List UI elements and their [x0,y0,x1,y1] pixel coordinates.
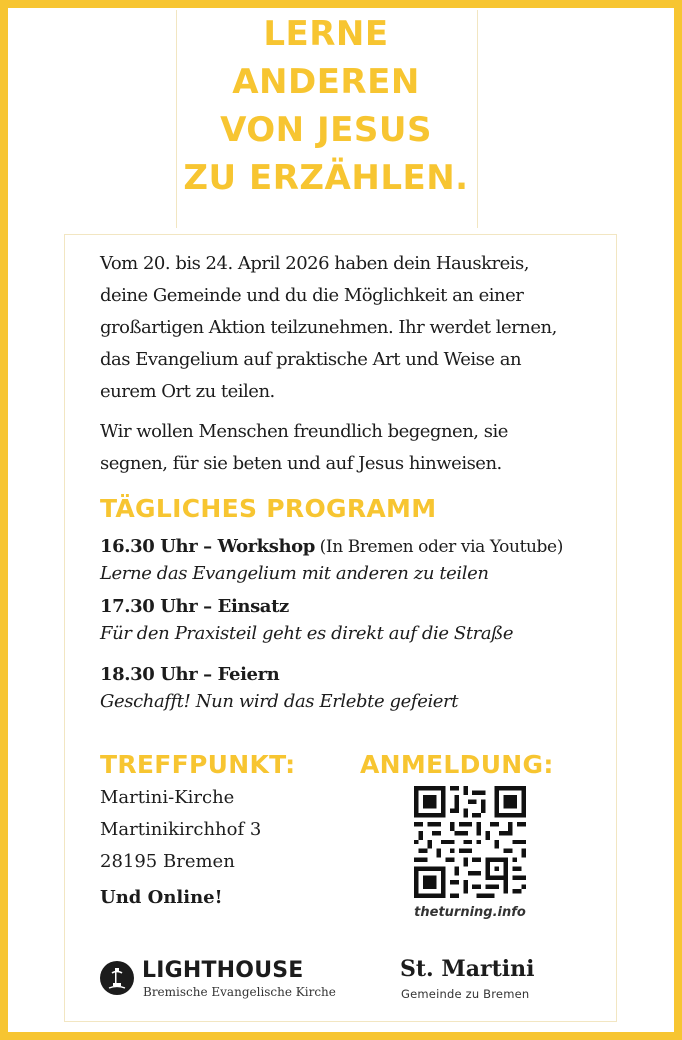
headline-line: ZU ERZÄHLEN. [183,158,469,198]
program-item [100,664,610,712]
headline [176,10,476,202]
online-note: Und Online! [100,887,223,908]
intro-line: segnen, für sie beten und auf Jesus hinweisen. [100,453,502,474]
headline-line: LERNE [263,14,389,54]
meeting-address [100,782,261,914]
intro-line: das Evangelium auf praktische Art und Weise an [100,349,522,370]
program-time: 18.30 Uhr – Feiern [100,664,280,685]
lighthouse-subtitle: Bremische Evangelische Kirche [143,985,336,999]
program-time: 16.30 Uhr – Workshop [100,536,315,557]
lighthouse-name: LIGHTHOUSE [142,958,304,983]
program-item [100,596,610,644]
qr-code-icon[interactable] [414,786,526,898]
intro-paragraph-1 [100,248,600,408]
program-title: TÄGLICHES PROGRAMM [100,494,437,523]
panel-divider [64,1021,617,1022]
registration-url[interactable]: theturning.info [414,905,526,920]
headline-line: VON JESUS [220,110,432,150]
panel-divider [616,234,617,1022]
meeting-title: TREFFPUNKT: [100,750,296,779]
program-description: Geschafft! Nun wird das Erlebte gefeiert [100,691,459,712]
headline-line: ANDEREN [232,62,420,102]
intro-text [100,248,600,480]
program-description: Lerne das Evangelium mit anderen zu teilen [100,563,489,584]
intro-line: großartigen Aktion teilzunehmen. Ihr werdet lernen, [100,317,557,338]
panel-divider [64,234,65,1022]
program-description: Für den Praxisteil geht es direkt auf die Straße [100,623,514,644]
registration-title: ANMELDUNG: [360,750,554,779]
st-martini-subtitle: Gemeinde zu Bremen [401,987,530,1001]
address-line: Martini-Kirche [100,787,235,808]
panel-divider [477,10,478,228]
lighthouse-logo-icon [100,961,134,995]
intro-line: eurem Ort zu teilen. [100,381,275,402]
program-note: (In Bremen oder via Youtube) [319,537,563,557]
intro-paragraph-2 [100,416,600,480]
program-item [100,536,610,584]
program-time: 17.30 Uhr – Einsatz [100,596,289,617]
panel-divider [64,234,617,235]
st-martini-name: St. Martini [400,956,535,982]
intro-line: Wir wollen Menschen freundlich begegnen, sie [100,421,508,442]
address-line: 28195 Bremen [100,851,235,872]
intro-line: deine Gemeinde und du die Möglichkeit an einer [100,285,524,306]
intro-line: Vom 20. bis 24. April 2026 haben dein Hauskreis, [100,253,529,274]
address-line: Martinikirchhof 3 [100,819,262,840]
